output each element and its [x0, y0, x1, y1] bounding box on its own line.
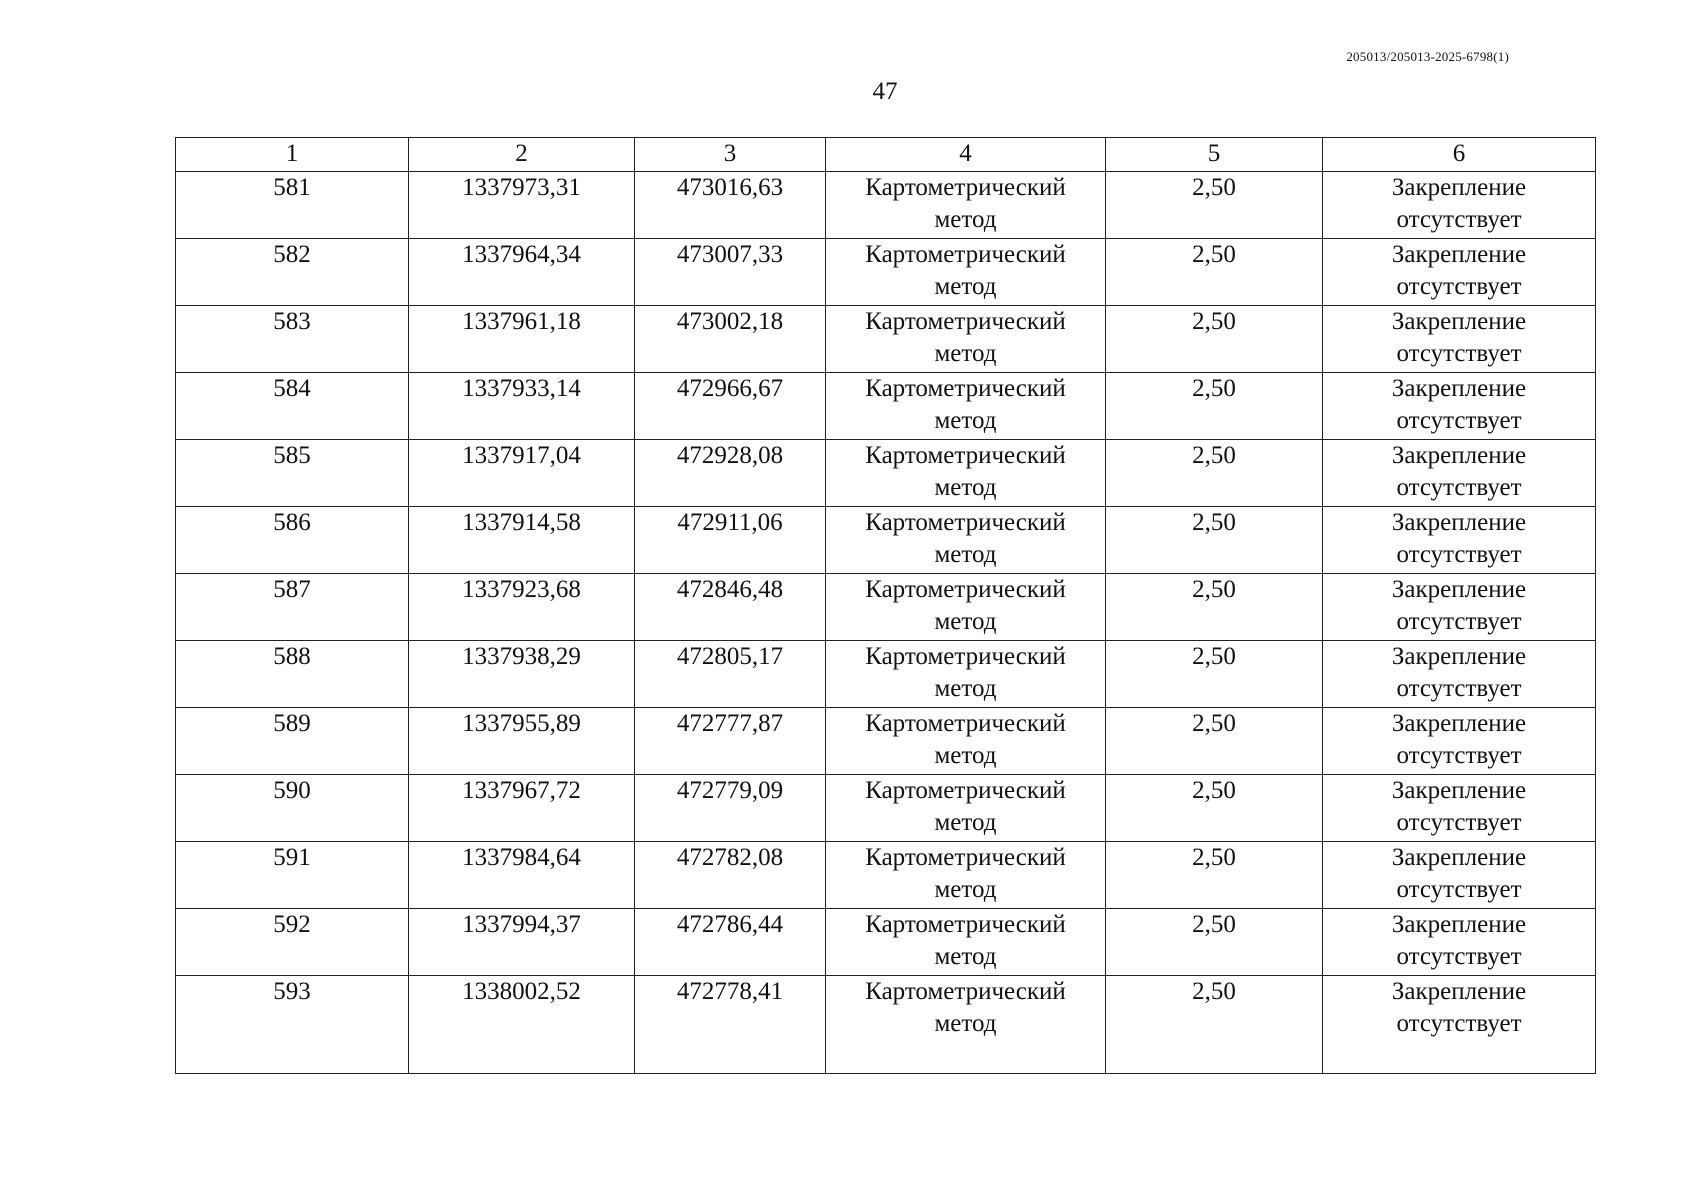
y-coordinate-cell — [635, 172, 826, 239]
fixing-description-text: отсутствует — [1396, 742, 1522, 769]
y-coordinate-cell — [635, 976, 826, 1074]
fixing-description-text: отсутствует — [1396, 809, 1522, 836]
x-coordinate-cell — [409, 574, 635, 641]
table-row — [176, 507, 1596, 574]
point-number-cell — [176, 440, 409, 507]
table-row — [176, 641, 1596, 708]
method-text: метод — [934, 608, 997, 635]
accuracy-cell — [1106, 842, 1323, 909]
x-coordinate-cell — [409, 507, 635, 574]
fixing-description-text: отсутствует — [1396, 943, 1522, 970]
accuracy-text: 2,50 — [1192, 509, 1236, 536]
fixing-description-cell — [1323, 239, 1596, 306]
point-number-text: 583 — [273, 308, 311, 335]
point-number-cell — [176, 172, 409, 239]
accuracy-text: 2,50 — [1192, 576, 1236, 603]
method-text: Картометрический — [865, 844, 1066, 871]
column-header-2: 2 — [409, 138, 635, 172]
point-number-text: 589 — [273, 710, 311, 737]
fixing-description-text: отсутствует — [1396, 541, 1522, 568]
method-text: метод — [934, 407, 997, 434]
y-coordinate-text: 472779,09 — [676, 777, 784, 804]
point-number-cell — [176, 574, 409, 641]
x-coordinate-text: 1337933,14 — [462, 375, 581, 402]
method-text: Картометрический — [865, 241, 1066, 268]
method-text: Картометрический — [865, 978, 1066, 1005]
accuracy-cell — [1106, 239, 1323, 306]
method-cell — [826, 373, 1106, 440]
method-text: Картометрический — [865, 174, 1066, 201]
x-coordinate-text: 1338002,52 — [462, 978, 581, 1005]
point-number-cell — [176, 775, 409, 842]
y-coordinate-cell — [635, 440, 826, 507]
method-text: Картометрический — [865, 777, 1066, 804]
y-coordinate-text: 472805,17 — [676, 643, 784, 670]
method-text: Картометрический — [865, 911, 1066, 938]
accuracy-cell — [1106, 306, 1323, 373]
fixing-description-cell — [1323, 172, 1596, 239]
fixing-description-cell — [1323, 976, 1596, 1074]
point-number-cell — [176, 507, 409, 574]
table-row — [176, 842, 1596, 909]
fixing-description-cell — [1323, 574, 1596, 641]
y-coordinate-text: 472928,08 — [676, 442, 784, 469]
point-number-text: 581 — [273, 174, 311, 201]
accuracy-text: 2,50 — [1192, 911, 1236, 938]
accuracy-text: 2,50 — [1192, 241, 1236, 268]
x-coordinate-cell — [409, 306, 635, 373]
x-coordinate-cell — [409, 708, 635, 775]
x-coordinate-text: 1337973,31 — [462, 174, 581, 201]
x-coordinate-cell — [409, 909, 635, 976]
accuracy-text: 2,50 — [1192, 308, 1236, 335]
table-row — [176, 574, 1596, 641]
fixing-description-text: отсутствует — [1396, 675, 1522, 702]
header-row — [176, 138, 1596, 172]
point-number-cell — [176, 373, 409, 440]
fixing-description-text: Закрепление — [1391, 509, 1527, 536]
x-coordinate-text: 1337961,18 — [462, 308, 581, 335]
y-coordinate-text: 473007,33 — [676, 241, 784, 268]
method-cell — [826, 172, 1106, 239]
fixing-description-text: отсутствует — [1396, 608, 1522, 635]
method-text: метод — [934, 206, 997, 233]
y-coordinate-text: 472846,48 — [676, 576, 784, 603]
table-row — [176, 909, 1596, 976]
fixing-description-text: Закрепление — [1391, 576, 1527, 603]
y-coordinate-text: 473016,63 — [676, 174, 784, 201]
fixing-description-cell — [1323, 708, 1596, 775]
point-number-text: 584 — [273, 375, 311, 402]
column-header-5: 5 — [1106, 138, 1323, 172]
fixing-description-text: Закрепление — [1391, 710, 1527, 737]
point-number-text: 585 — [273, 442, 311, 469]
method-cell — [826, 239, 1106, 306]
accuracy-text: 2,50 — [1192, 710, 1236, 737]
point-number-cell — [176, 306, 409, 373]
x-coordinate-cell — [409, 239, 635, 306]
fixing-description-text: Закрепление — [1391, 777, 1527, 804]
fixing-description-text: отсутствует — [1396, 340, 1522, 367]
table-row — [176, 373, 1596, 440]
table-row — [176, 306, 1596, 373]
accuracy-cell — [1106, 641, 1323, 708]
point-number-text: 591 — [273, 844, 311, 871]
y-coordinate-cell — [635, 574, 826, 641]
method-text: метод — [934, 474, 997, 501]
x-coordinate-text: 1337938,29 — [462, 643, 581, 670]
method-text: метод — [934, 340, 997, 367]
fixing-description-text: отсутствует — [1396, 273, 1522, 300]
accuracy-cell — [1106, 172, 1323, 239]
y-coordinate-text: 472786,44 — [676, 911, 784, 938]
y-coordinate-text: 472778,41 — [676, 978, 784, 1005]
accuracy-cell — [1106, 976, 1323, 1074]
accuracy-cell — [1106, 775, 1323, 842]
accuracy-text: 2,50 — [1192, 777, 1236, 804]
accuracy-text: 2,50 — [1192, 174, 1236, 201]
y-coordinate-cell — [635, 373, 826, 440]
point-number-cell — [176, 239, 409, 306]
table-row — [176, 440, 1596, 507]
table-row — [176, 775, 1596, 842]
method-cell — [826, 842, 1106, 909]
fixing-description-cell — [1323, 775, 1596, 842]
method-text: метод — [934, 809, 997, 836]
x-coordinate-text: 1337917,04 — [462, 442, 581, 469]
y-coordinate-text: 472777,87 — [676, 710, 784, 737]
point-number-text: 592 — [273, 911, 311, 938]
method-cell — [826, 574, 1106, 641]
fixing-description-text: Закрепление — [1391, 375, 1527, 402]
table-header — [176, 138, 1596, 172]
method-cell — [826, 507, 1106, 574]
y-coordinate-text: 472966,67 — [676, 375, 784, 402]
method-text: метод — [934, 541, 997, 568]
method-cell — [826, 440, 1106, 507]
point-number-text: 586 — [273, 509, 311, 536]
fixing-description-text: Закрепление — [1391, 241, 1527, 268]
fixing-description-text: Закрепление — [1391, 308, 1527, 335]
table-row — [176, 239, 1596, 306]
x-coordinate-text: 1337967,72 — [462, 777, 581, 804]
page-number: 47 — [872, 78, 898, 105]
method-text: Картометрический — [865, 375, 1066, 402]
accuracy-cell — [1106, 507, 1323, 574]
x-coordinate-cell — [409, 842, 635, 909]
x-coordinate-cell — [409, 976, 635, 1074]
table-row — [176, 976, 1596, 1074]
method-cell — [826, 775, 1106, 842]
y-coordinate-cell — [635, 306, 826, 373]
method-text: метод — [934, 675, 997, 702]
method-cell — [826, 909, 1106, 976]
fixing-description-text: отсутствует — [1396, 474, 1522, 501]
fixing-description-text: Закрепление — [1391, 978, 1527, 1005]
method-text: Картометрический — [865, 308, 1066, 335]
point-number-text: 593 — [273, 978, 311, 1005]
y-coordinate-cell — [635, 842, 826, 909]
fixing-description-text: отсутствует — [1396, 876, 1522, 903]
method-text: Картометрический — [865, 643, 1066, 670]
point-number-cell — [176, 708, 409, 775]
accuracy-cell — [1106, 574, 1323, 641]
point-number-text: 582 — [273, 241, 311, 268]
fixing-description-text: Закрепление — [1391, 174, 1527, 201]
table-row — [176, 172, 1596, 239]
fixing-description-text: Закрепление — [1391, 643, 1527, 670]
point-number-cell — [176, 641, 409, 708]
fixing-description-text: отсутствует — [1396, 1010, 1522, 1037]
table-row — [176, 708, 1596, 775]
method-cell — [826, 306, 1106, 373]
table-body — [176, 172, 1596, 1074]
y-coordinate-cell — [635, 708, 826, 775]
method-text: метод — [934, 273, 997, 300]
method-cell — [826, 976, 1106, 1074]
fixing-description-text: Закрепление — [1391, 844, 1527, 871]
fixing-description-text: Закрепление — [1391, 911, 1527, 938]
accuracy-cell — [1106, 440, 1323, 507]
x-coordinate-text: 1337914,58 — [462, 509, 581, 536]
fixing-description-cell — [1323, 507, 1596, 574]
accuracy-text: 2,50 — [1192, 844, 1236, 871]
x-coordinate-text: 1337964,34 — [462, 241, 581, 268]
point-number-cell — [176, 976, 409, 1074]
column-header-3: 3 — [635, 138, 826, 172]
x-coordinate-cell — [409, 172, 635, 239]
accuracy-cell — [1106, 373, 1323, 440]
y-coordinate-cell — [635, 507, 826, 574]
method-cell — [826, 708, 1106, 775]
method-text: метод — [934, 742, 997, 769]
x-coordinate-text: 1337923,68 — [462, 576, 581, 603]
x-coordinate-cell — [409, 373, 635, 440]
x-coordinate-cell — [409, 440, 635, 507]
point-number-text: 590 — [273, 777, 311, 804]
y-coordinate-text: 472911,06 — [677, 509, 783, 536]
fixing-description-cell — [1323, 440, 1596, 507]
method-text: метод — [934, 876, 997, 903]
method-text: Картометрический — [865, 442, 1066, 469]
accuracy-cell — [1106, 708, 1323, 775]
fixing-description-text: отсутствует — [1396, 206, 1522, 233]
x-coordinate-cell — [409, 775, 635, 842]
fixing-description-cell — [1323, 306, 1596, 373]
y-coordinate-cell — [635, 239, 826, 306]
accuracy-cell — [1106, 909, 1323, 976]
column-header-1: 1 — [176, 138, 409, 172]
accuracy-text: 2,50 — [1192, 375, 1236, 402]
x-coordinate-text: 1337994,37 — [462, 911, 581, 938]
fixing-description-cell — [1323, 373, 1596, 440]
y-coordinate-cell — [635, 775, 826, 842]
accuracy-text: 2,50 — [1192, 643, 1236, 670]
y-coordinate-text: 473002,18 — [676, 308, 784, 335]
fixing-description-cell — [1323, 909, 1596, 976]
method-cell — [826, 641, 1106, 708]
fixing-description-text: отсутствует — [1396, 407, 1522, 434]
column-header-4: 4 — [826, 138, 1106, 172]
point-number-cell — [176, 909, 409, 976]
fixing-description-cell — [1323, 641, 1596, 708]
accuracy-text: 2,50 — [1192, 442, 1236, 469]
y-coordinate-cell — [635, 641, 826, 708]
x-coordinate-cell — [409, 641, 635, 708]
method-text: Картометрический — [865, 710, 1066, 737]
point-number-text: 587 — [273, 576, 311, 603]
point-number-text: 588 — [273, 643, 311, 670]
column-header-6: 6 — [1323, 138, 1596, 172]
point-number-cell — [176, 842, 409, 909]
accuracy-text: 2,50 — [1192, 978, 1236, 1005]
coordinates-table — [175, 137, 1596, 1074]
y-coordinate-text: 472782,08 — [676, 844, 784, 871]
document-id: 205013/205013-2025-6798(1) — [1346, 49, 1509, 64]
method-text: Картометрический — [865, 576, 1066, 603]
method-text: метод — [934, 1010, 997, 1037]
fixing-description-text: Закрепление — [1391, 442, 1527, 469]
method-text: Картометрический — [865, 509, 1066, 536]
method-text: метод — [934, 943, 997, 970]
y-coordinate-cell — [635, 909, 826, 976]
fixing-description-cell — [1323, 842, 1596, 909]
x-coordinate-text: 1337955,89 — [462, 710, 581, 737]
x-coordinate-text: 1337984,64 — [462, 844, 581, 871]
